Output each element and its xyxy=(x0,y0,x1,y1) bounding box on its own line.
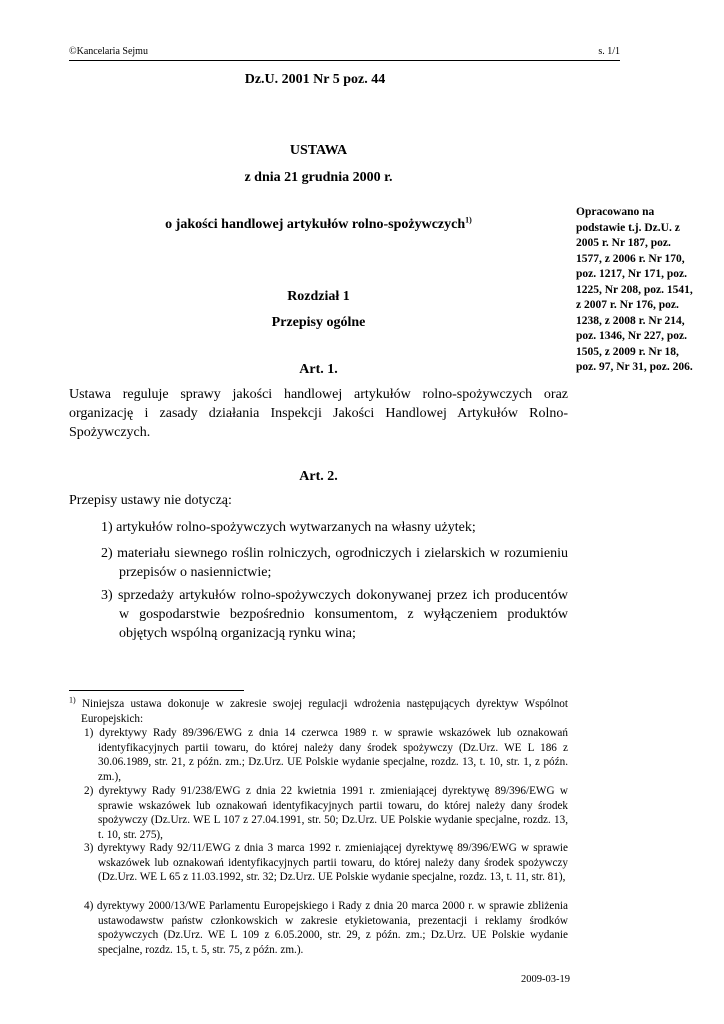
art1-heading: Art. 1. xyxy=(299,362,338,377)
journal-reference: Dz.U. 2001 Nr 5 poz. 44 xyxy=(244,72,386,87)
act-title-text: o jakości handlowej artykułów rolno-spożywczych xyxy=(165,217,466,232)
side-note-consolidation: Opracowano na podstawie t.j. Dz.U. z 2005 r. Nr 187, poz. 1577, z 2006 r. Nr 170, poz. 1217, Nr 171, poz. 1225, Nr 208, poz. 1541, z 2007 r. Nr 176, poz. 1238, z 2008 r. Nr 214, poz. 1346, Nr 227, poz. 1505, z 2009 r. Nr 18, poz. 97, Nr 31, poz. 206. xyxy=(576,206,693,373)
header-source: ©Kancelaria Sejmu xyxy=(69,46,148,57)
act-date: z dnia 21 grudnia 2000 r. xyxy=(244,170,393,185)
art1-text: Ustawa reguluje sprawy jakości handlowej artykułów rolno-spożywczych oraz organizację i zasady działania Inspekcji Jakości Handlowej Artykułów Rolno-Spożywczych. xyxy=(69,387,568,440)
footnote-ref[interactable]: 1) xyxy=(465,215,472,225)
footnote-marker: 1) xyxy=(69,695,76,705)
header-page-number: s. 1/1 xyxy=(598,46,620,57)
footnote-item-2: 2) dyrektywy Rady 91/238/EWG z dnia 22 kwietnia 1991 r. zmieniającej dyrektywę 89/396/EWG w sprawie wskazówek lub oznakowań identyfikacyjnych partii towaru, do której należy dany środek spożywczy (Dz.Urz. WE L 107 z 27.04.1991, str. 50; Dz.Urz. UE Polskie wydanie specjalne, rozdz. 13, t. 10, str. 275), xyxy=(84,785,568,841)
footnote-item-3: 3) dyrektywy Rady 92/11/EWG z dnia 3 marca 1992 r. zmieniającej dyrektywę 89/396/EWG w sprawie wskazówek lub oznakowań identyfikacyjnych partii towaru, do której należy dany środek spożywczy (Dz.Urz. WE L 65 z 11.03.1992, str. 32; Dz.Urz. UE Polskie wydanie specjalne, rozdz. 13, t. 11, str. 81), xyxy=(84,842,568,883)
chapter-title: Przepisy ogólne xyxy=(271,315,366,330)
header-divider xyxy=(69,60,620,61)
art2-item-3: 3) sprzedaży artykułów rolno-spożywczych dokonywanej przez ich producentów w gospodarstwie bezpośrednio konsumentom, z wyłączeniem produktów objętych wspólną organizacją rynku wina; xyxy=(101,588,568,641)
art2-item-2: 2) materiału siewnego roślin rolniczych, ogrodniczych i zielarskich w rozumieniu przepisów o nasiennictwie; xyxy=(101,546,568,580)
footnote-intro xyxy=(69,697,568,726)
footnote-divider xyxy=(69,690,244,691)
act-type: USTAWA xyxy=(289,143,348,158)
art2-heading: Art. 2. xyxy=(299,469,338,484)
footnote-item-1: 1) dyrektywy Rady 89/396/EWG z dnia 14 czerwca 1989 r. w sprawie wskazówek lub oznakowań identyfikacyjnych partii towaru, do której należy dany środek spożywczy (Dz.Urz. WE L 186 z 30.06.1989, str. 21, z późn. zm.; Dz.Urz. UE Polskie wydanie specjalne, rozdz. 13, t. 10, str. 1, z późn. zm.), xyxy=(84,727,568,783)
chapter-number: Rozdział 1 xyxy=(287,289,350,304)
art2-intro: Przepisy ustawy nie dotyczą: xyxy=(69,493,232,508)
act-title xyxy=(69,217,568,233)
footnote-item-4: 4) dyrektywy 2000/13/WE Parlamentu Europejskiego i Rady z dnia 20 marca 2000 r. w sprawie zbliżenia ustawodawstw państw członkowskich w zakresie etykietowania, prezentacji i reklamy środków spożywczych (Dz.Urz. WE L 109 z 6.05.2000, str. 29, z późn. zm.; Dz.Urz. UE Polskie wydanie specjalne, rozdz. 15, t. 5, str. 75, z późn. zm.). xyxy=(84,900,568,956)
footer-date: 2009-03-19 xyxy=(521,974,570,985)
footnote-intro-text: Niniejsza ustawa dokonuje w zakresie swojej regulacji wdrożenia następujących dyrektyw Wspólnot Europejskich: xyxy=(81,698,569,725)
art2-item-1: 1) artykułów rolno-spożywczych wytwarzanych na własny użytek; xyxy=(101,520,476,535)
